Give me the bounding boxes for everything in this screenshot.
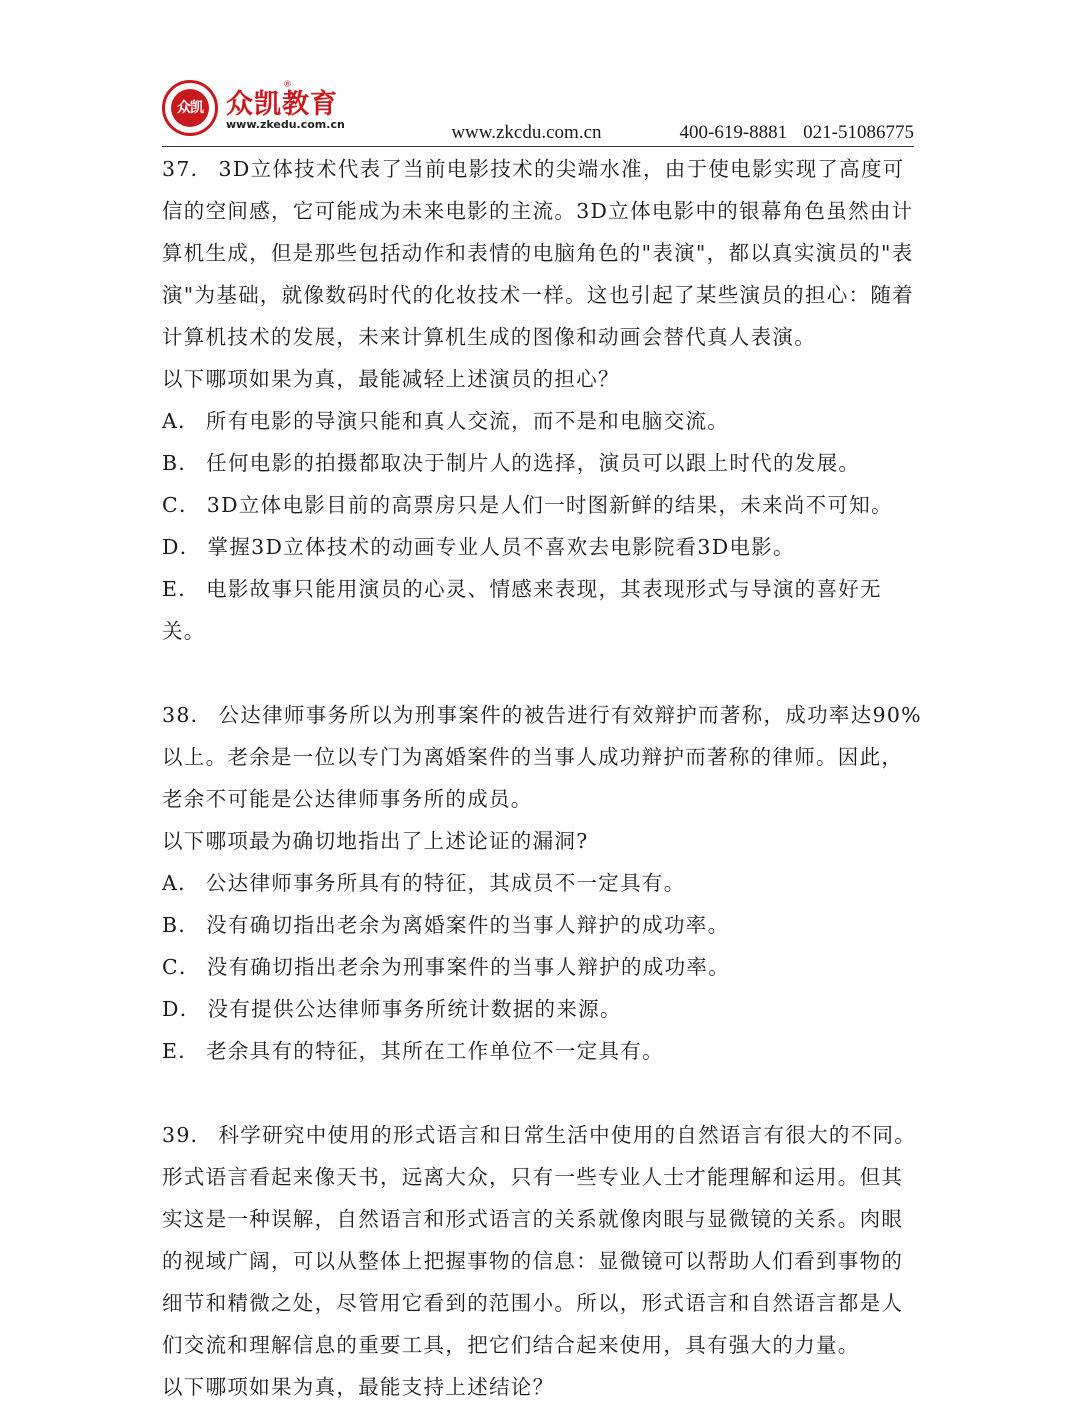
question-ask: 以下哪项如果为真，最能支持上述结论？ xyxy=(162,1375,555,1399)
option-letter: C． xyxy=(162,493,201,517)
question-stem-text: 公达律师事务所以为刑事案件的被告进行有效辩护而著称，成功率达90%以上。老余是一位以专门为离婚案件的当事人成功辩护而著称的律师。因此，老余不可能是公达律师事务所的成员。 xyxy=(162,703,922,811)
option-letter: C． xyxy=(162,955,201,979)
option-text: 电影故事只能用演员的心灵、情感来表现，其表现形式与导演的喜好无关。 xyxy=(162,577,882,643)
brand-url: www.zkedu.com.cn xyxy=(226,118,345,131)
question-stem-text: 科学研究中使用的形式语言和日常生活中使用的自然语言有很大的不同。形式语言看起来像天书，远离大众，只有一些专业人士才能理解和运用。但其实这是一种误解，自然语言和形式语言的关系就像肉眼与显微镜的关系。肉眼的视域广阔，可以从整体上把握事物的信息：显微镜可以帮助人们看到事物的细节和精微之处，尽管用它看到的范围小。所以，形式语言和自然语言都是人们交流和理解信息的重要工具，把它们结合起来使用，具有强大的力量。 xyxy=(162,1123,917,1357)
question-stem xyxy=(162,148,922,358)
option-text: 掌握3D立体技术的动画专业人员不喜欢去电影院看3D电影。 xyxy=(207,535,795,559)
option-letter: A． xyxy=(162,409,200,433)
question-ask: 以下哪项如果为真，最能减轻上述演员的担心？ xyxy=(162,367,620,391)
question-number: 39． xyxy=(162,1123,213,1147)
question-stem xyxy=(162,694,922,820)
question-stem-text: 3D立体技术代表了当前电影技术的尖端水准，由于使电影实现了高度可信的空间感，它可能成为未来电影的主流。3D立体电影中的银幕角色虽然由计算机生成，但是那些包括动作和表情的电脑角色的"表演"，都以真实演员的"表演"为基础，就像数码时代的化妆技术一样。这也引起了某些演员的担心：随着计算机技术的发展，未来计算机生成的图像和动画会替代真人表演。 xyxy=(162,157,914,349)
option-letter: D． xyxy=(162,535,202,559)
option-letter: A． xyxy=(162,871,200,895)
page-header xyxy=(162,78,914,144)
option-c xyxy=(162,946,922,988)
question-stem xyxy=(162,1114,922,1366)
option-b xyxy=(162,904,922,946)
question-number: 38． xyxy=(162,703,213,727)
question-39 xyxy=(162,1114,922,1408)
header-website: www.zkcdu.com.cn xyxy=(451,122,602,143)
option-d xyxy=(162,988,922,1030)
option-e xyxy=(162,568,922,652)
option-a xyxy=(162,400,922,442)
option-letter: B． xyxy=(162,451,201,475)
option-e xyxy=(162,1030,922,1072)
option-text: 所有电影的导演只能和真人交流，而不是和电脑交流。 xyxy=(205,409,730,433)
option-text: 3D立体电影目前的高票房只是人们一时图新鲜的结果，未来尚不可知。 xyxy=(206,493,893,517)
option-text: 公达律师事务所具有的特征，其成员不一定具有。 xyxy=(205,871,686,895)
question-37 xyxy=(162,148,922,652)
header-divider xyxy=(162,146,914,147)
option-d xyxy=(162,526,922,568)
header-phone-1: 400-619-8881 xyxy=(679,122,788,143)
option-a xyxy=(162,862,922,904)
option-b xyxy=(162,442,922,484)
question-spacer xyxy=(162,1072,922,1114)
brand-registered-mark: ® xyxy=(283,80,292,90)
header-contact xyxy=(451,122,914,144)
option-text: 没有提供公达律师事务所统计数据的来源。 xyxy=(207,997,622,1021)
question-number: 37． xyxy=(162,157,213,181)
option-c xyxy=(162,484,922,526)
question-spacer xyxy=(162,652,922,694)
option-letter: D． xyxy=(162,997,202,1021)
option-text: 没有确切指出老余为离婚案件的当事人辩护的成功率。 xyxy=(206,913,730,937)
header-phone-2: 021-51086775 xyxy=(803,122,914,143)
option-letter: E． xyxy=(162,1039,201,1063)
option-text: 任何电影的拍摄都取决于制片人的选择，演员可以跟上时代的发展。 xyxy=(206,451,861,475)
brand-logo-icon xyxy=(162,80,218,136)
option-letter: E． xyxy=(162,577,201,601)
brand-name: 众凯教育 xyxy=(226,89,338,120)
option-letter: B． xyxy=(162,913,201,937)
question-content xyxy=(162,148,922,1408)
option-text: 老余具有的特征，其所在工作单位不一定具有。 xyxy=(206,1039,664,1063)
option-text: 没有确切指出老余为刑事案件的当事人辩护的成功率。 xyxy=(206,955,730,979)
brand-logo-text: 众凯 xyxy=(171,89,209,127)
question-ask: 以下哪项最为确切地指出了上述论证的漏洞? xyxy=(162,829,589,853)
question-38 xyxy=(162,694,922,1072)
